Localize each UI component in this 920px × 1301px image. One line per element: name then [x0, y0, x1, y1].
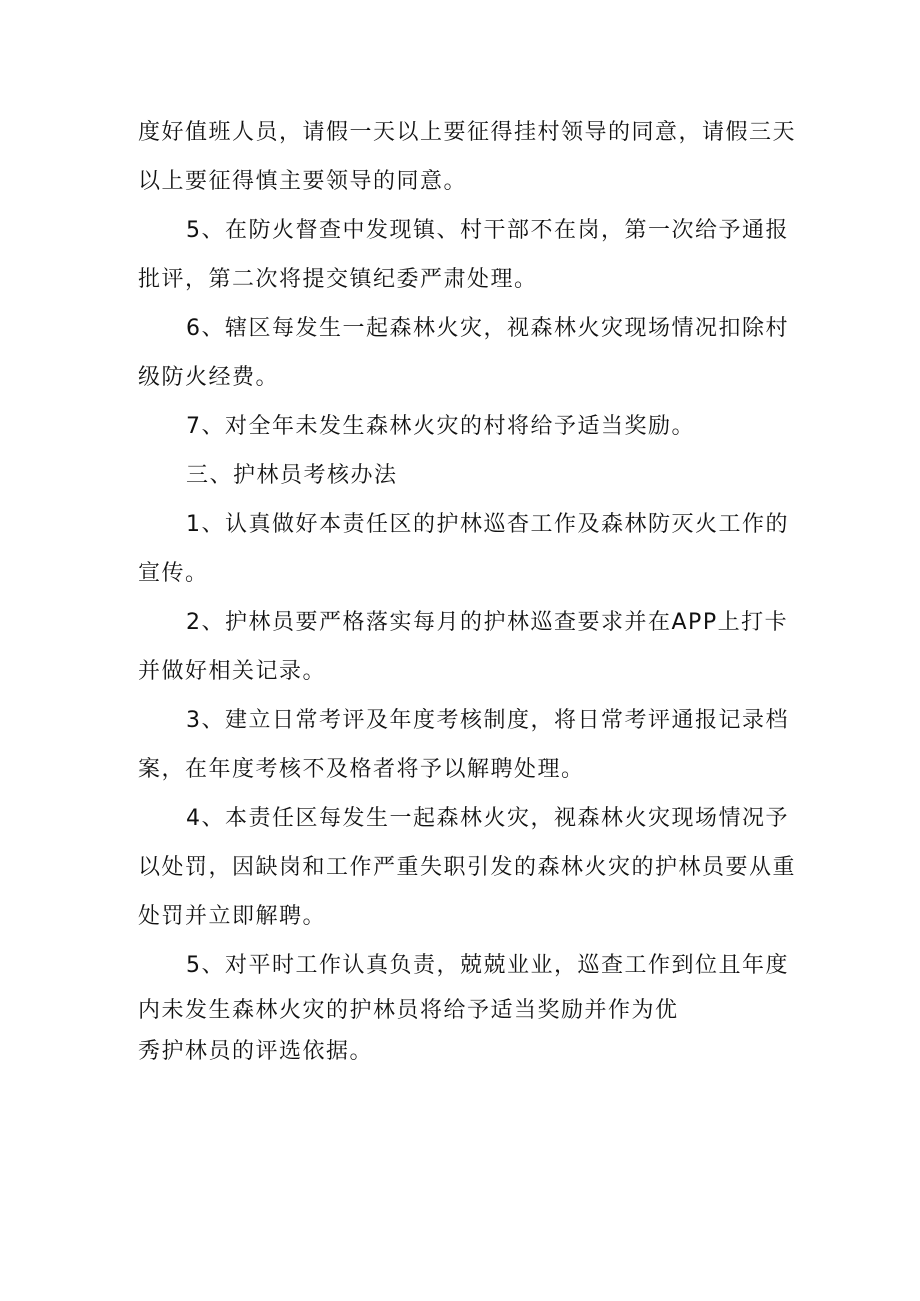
paragraph-line: 以处罚，因缺岗和工作严重失职引发的森林火灾的护林员要从重 — [138, 855, 797, 880]
paragraph-line: 5、在防火督查中发现镇、村干部不在岗，第一次给予通报 — [186, 218, 789, 243]
paragraph-line: 内未发生森林火灾的护林员将给予适当奖励并作为优 — [138, 998, 679, 1023]
paragraph-line: 3、建立日常考评及年度考核制度，将日常考评通报记录档 — [186, 708, 789, 733]
paragraph-line: 级防火经费。 — [138, 365, 280, 390]
paragraph-line: 以上要征得慎主要领导的同意。 — [138, 169, 468, 194]
paragraph-line: 批评，第二次将提交镇纪委严肃处理。 — [138, 267, 538, 292]
paragraph-line: 处罚并立即解聘。 — [138, 904, 327, 929]
paragraph-line: 案，在年度考核不及格者将予以解聘处理。 — [138, 757, 585, 782]
paragraph-line: 7、对全年未发生森林火灾的村将给予适当奖励。 — [186, 414, 695, 439]
paragraph-line: 2、护林员要严格落实每月的护林巡查要求并在APP上打卡 — [186, 610, 789, 635]
paragraph-line: 宣传。 — [138, 561, 209, 586]
paragraph-line: 秀护林员的评选依据。 — [138, 1039, 374, 1064]
paragraph-line: 度好值班人员，请假一天以上要征得挂村领导的同意，请假三天 — [138, 120, 797, 145]
paragraph-line: 1、认真做好本责任区的护林巡杳工作及森林防灭火工作的 — [186, 512, 789, 537]
paragraph-line: 6、辖区每发生一起森林火灾，视森林火灾现场情况扣除村 — [186, 316, 789, 341]
paragraph-line: 5、对平时工作认真负责，兢兢业业，巡查工作到位且年度 — [186, 953, 789, 978]
paragraph-line: 并做好相关记录。 — [138, 659, 327, 684]
paragraph-line: 4、本责任区每发生一起森林火灾，视森林火灾现场情况予 — [186, 806, 789, 831]
section-heading: 三、护林员考核办法 — [186, 463, 398, 488]
document-body — [138, 108, 797, 1072]
